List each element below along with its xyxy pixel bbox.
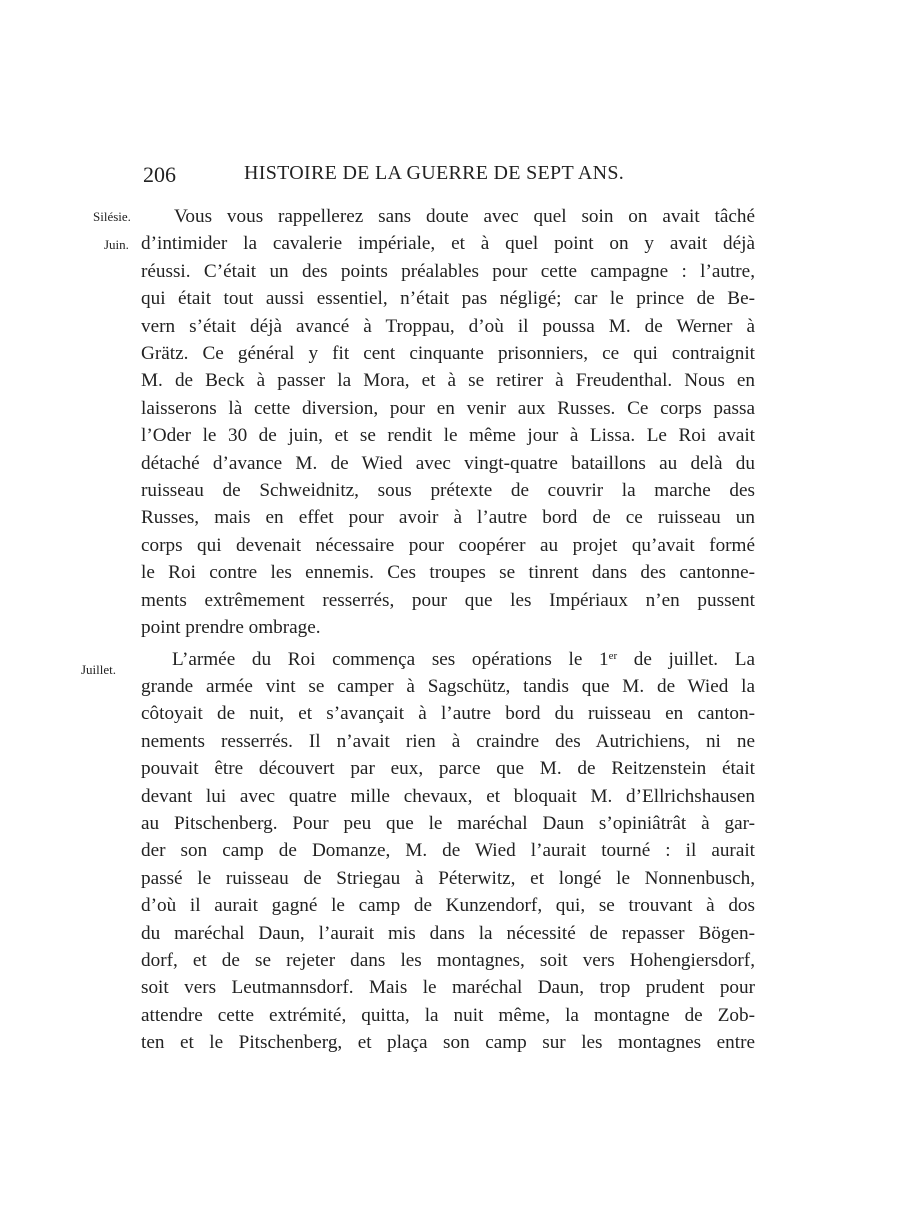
text-line: Grätz. Ce général y fit cent cinquante prisonniers, ce qui contraignit bbox=[141, 343, 755, 365]
text-line: côtoyait de nuit, et s’avançait à l’autre bord du ruisseau en canton- bbox=[141, 703, 755, 725]
text-line: laisserons là cette diversion, pour en venir aux Russes. Ce corps passa bbox=[141, 397, 755, 419]
text-line: ments extrêmement resserrés, pour que les Impériaux n’en pussent bbox=[141, 589, 755, 611]
text-line: qui était tout aussi essentiel, n’était pas négligé; car le prince de Be- bbox=[141, 288, 755, 310]
text-line: du maréchal Daun, l’aurait mis dans la nécessité de repasser Bögen- bbox=[141, 922, 755, 944]
paragraph-1 bbox=[141, 203, 755, 642]
text-segment: L’armée du Roi commença ses opérations le 1 bbox=[172, 648, 609, 670]
text-line: passé le ruisseau de Striegau à Péterwitz, et longé le Nonnenbusch, bbox=[141, 867, 755, 889]
text-line: der son camp de Domanze, M. de Wied l’aurait tourné : il aurait bbox=[141, 840, 755, 862]
text-line: pouvait être découvert par eux, parce que M. de Reitzenstein était bbox=[141, 758, 755, 780]
text-line: réussi. C’était un des points préalables pour cette campagne : l’autre, bbox=[141, 260, 755, 282]
text-line: soit vers Leutmannsdorf. Mais le maréchal Daun, trop prudent pour bbox=[141, 977, 755, 999]
text-line: M. de Beck à passer la Mora, et à se retirer à Freudenthal. Nous en bbox=[141, 370, 755, 392]
text-line: devant lui avec quatre mille chevaux, et bloquait M. d’Ellrichshausen bbox=[141, 785, 755, 807]
text-line: Vous vous rappellerez sans doute avec quel soin on avait tâché bbox=[174, 206, 755, 227]
text-line: d’intimider la cavalerie impériale, et à quel point on y avait déjà bbox=[141, 233, 755, 255]
text-line: le Roi contre les ennemis. Ces troupes se tinrent dans des cantonne- bbox=[141, 562, 755, 584]
superscript: er bbox=[608, 649, 618, 662]
paragraph-2 bbox=[141, 646, 755, 1057]
text-line: l’Oder le 30 de juin, et se rendit le même jour à Lissa. Le Roi avait bbox=[141, 425, 755, 447]
running-title: HISTOIRE DE LA GUERRE DE SEPT ANS. bbox=[244, 162, 625, 184]
text-line: nements resserrés. Il n’avait rien à craindre des Autrichiens, ni ne bbox=[141, 730, 755, 752]
text-segment: de juillet. La bbox=[617, 648, 755, 670]
text-line: grande armée vint se camper à Sagschütz, tandis que M. de Wied la bbox=[141, 675, 755, 697]
text-line: attendre cette extrémité, quitta, la nuit même, la montagne de Zob- bbox=[141, 1004, 755, 1026]
text-line: ten et le Pitschenberg, et plaça son camp sur les montagnes entre bbox=[141, 1032, 755, 1054]
margin-note-juillet: Juillet. bbox=[81, 662, 117, 677]
text-line-first bbox=[141, 646, 755, 673]
text-line: d’où il aurait gagné le camp de Kunzendorf, qui, se trouvant à dos bbox=[141, 895, 755, 917]
text-line: ruisseau de Schweidnitz, sous prétexte de couvrir la marche des bbox=[141, 480, 755, 502]
text-line: détaché d’avance M. de Wied avec vingt-quatre bataillons au delà du bbox=[141, 452, 755, 474]
page-number: 206 bbox=[143, 162, 176, 187]
text-line: point prendre ombrage. bbox=[141, 617, 321, 639]
text-line: dorf, et de se rejeter dans les montagnes, soit vers Hohengiersdorf, bbox=[141, 949, 755, 971]
body-text bbox=[141, 203, 755, 1057]
text-line: Russes, mais en effet pour avoir à l’autre bord de ce ruisseau un bbox=[141, 507, 755, 529]
text-line: vern s’était déjà avancé à Troppau, d’où il poussa M. de Werner à bbox=[141, 315, 755, 337]
margin-note-silesie: Silésie. bbox=[93, 209, 131, 224]
running-head bbox=[143, 162, 663, 192]
text-line: corps qui devenait nécessaire pour coopérer au projet qu’avait formé bbox=[141, 534, 755, 556]
margin-note-juin: Juin. bbox=[104, 237, 129, 252]
text-line: au Pitschenberg. Pour peu que le maréchal Daun s’opiniâtrât à gar- bbox=[141, 812, 755, 834]
